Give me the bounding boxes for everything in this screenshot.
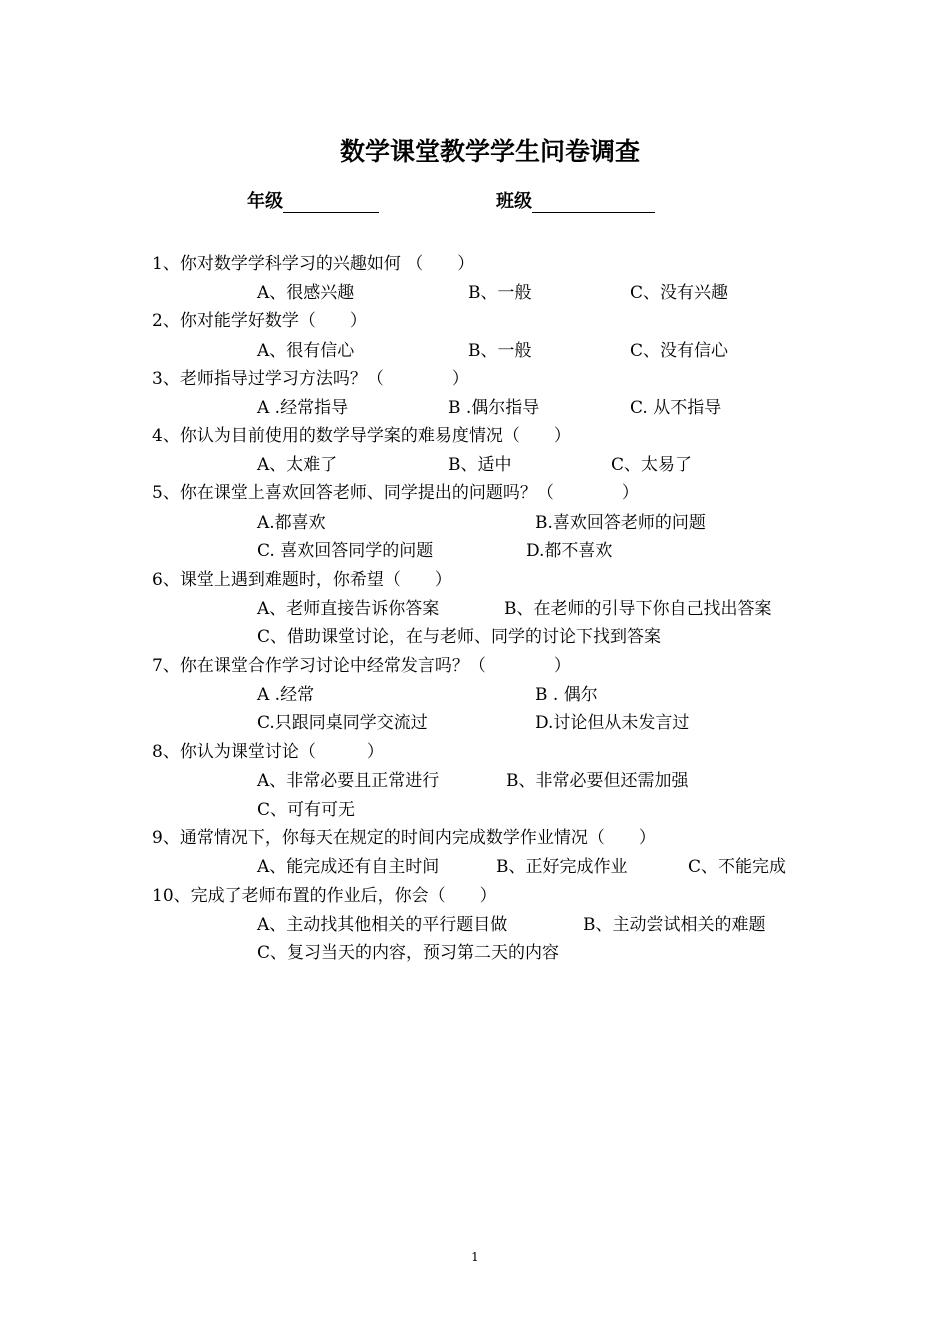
q6-option-c[interactable]: C、借助课堂讨论，在与老师、同学的讨论下找到答案 xyxy=(257,627,662,647)
class-label: 班级 xyxy=(496,191,532,212)
q7-option-c[interactable]: C.只跟同桌同学交流过 xyxy=(257,713,428,733)
q1-option-a[interactable]: A、很感兴趣 xyxy=(257,283,355,303)
q3-option-c[interactable]: C. 从不指导 xyxy=(630,398,722,418)
q7-option-a[interactable]: A .经常 xyxy=(257,685,315,705)
q10-option-b[interactable]: B、主动尝试相关的难题 xyxy=(583,915,766,935)
question-8: 8、你认为课堂讨论（ ） xyxy=(152,742,384,762)
question-9: 9、通常情况下，你每天在规定的时间内完成数学作业情况（ ） xyxy=(152,828,656,848)
question-6: 6、课堂上遇到难题时，你希望（ ） xyxy=(152,570,452,590)
q5-option-a[interactable]: A.都喜欢 xyxy=(257,513,326,533)
question-4: 4、你认为目前使用的数学导学案的难易度情况（ ） xyxy=(152,426,571,446)
q10-option-a[interactable]: A、主动找其他相关的平行题目做 xyxy=(257,915,508,935)
q2-option-c[interactable]: C、没有信心 xyxy=(630,341,729,361)
question-5: 5、你在课堂上喜欢回答老师、同学提出的问题吗？（ ） xyxy=(152,483,639,503)
document-title: 数学课堂教学学生问卷调查 xyxy=(339,137,640,166)
q6-option-a[interactable]: A、老师直接告诉你答案 xyxy=(257,599,440,619)
q4-option-c[interactable]: C、太易了 xyxy=(611,455,693,475)
q4-option-a[interactable]: A、太难了 xyxy=(257,455,338,475)
question-7: 7、你在课堂合作学习讨论中经常发言吗？（ ） xyxy=(152,656,571,676)
q7-option-d[interactable]: D.讨论但从未发言过 xyxy=(535,713,690,733)
q8-option-c[interactable]: C、可有可无 xyxy=(257,800,356,820)
q3-option-b[interactable]: B .偶尔指导 xyxy=(448,398,540,418)
q10-option-c[interactable]: C、复习当天的内容，预习第二天的内容 xyxy=(257,943,560,963)
class-blank[interactable] xyxy=(532,194,655,213)
q2-option-b[interactable]: B、一般 xyxy=(468,341,532,361)
question-1: 1、你对数学学科学习的兴趣如何 （ ） xyxy=(152,254,475,274)
q5-option-b[interactable]: B.喜欢回答老师的问题 xyxy=(535,513,706,533)
q2-option-a[interactable]: A、很有信心 xyxy=(257,341,355,361)
class-field xyxy=(496,187,655,213)
q5-option-c[interactable]: C. 喜欢回答同学的问题 xyxy=(257,541,434,561)
question-10: 10、完成了老师布置的作业后，你会（ ） xyxy=(152,886,497,906)
question-3: 3、老师指导过学习方法吗？（ ） xyxy=(152,369,469,389)
q9-option-a[interactable]: A、能完成还有自主时间 xyxy=(257,857,440,877)
grade-blank[interactable] xyxy=(283,194,379,213)
grade-field xyxy=(247,187,379,213)
q8-option-a[interactable]: A、非常必要且正常进行 xyxy=(257,771,440,791)
q1-option-b[interactable]: B、一般 xyxy=(468,283,532,303)
q5-option-d[interactable]: D.都不喜欢 xyxy=(526,541,613,561)
grade-label: 年级 xyxy=(247,191,283,212)
q3-option-a[interactable]: A .经常指导 xyxy=(257,398,349,418)
q6-option-b[interactable]: B、在老师的引导下你自己找出答案 xyxy=(504,599,772,619)
page-number: 1 xyxy=(471,1250,479,1264)
q1-option-c[interactable]: C、没有兴趣 xyxy=(630,283,729,303)
question-2: 2、你对能学好数学（ ） xyxy=(152,311,367,331)
q9-option-c[interactable]: C、不能完成 xyxy=(688,857,787,877)
q4-option-b[interactable]: B、适中 xyxy=(448,455,512,475)
q8-option-b[interactable]: B、非常必要但还需加强 xyxy=(506,771,689,791)
q7-option-b[interactable]: B . 偶尔 xyxy=(535,685,598,705)
q9-option-b[interactable]: B、正好完成作业 xyxy=(496,857,628,877)
